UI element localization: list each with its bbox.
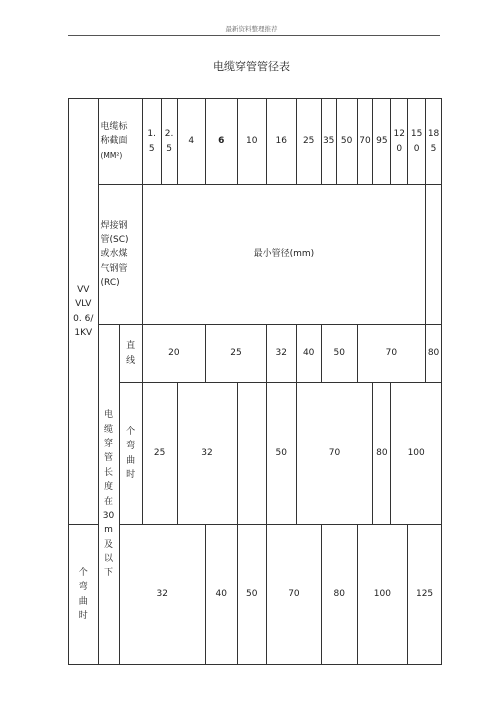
bend2-value: 100	[357, 525, 408, 665]
section-value: 10	[237, 99, 267, 185]
min-diameter-label: 最小管径(mm)	[142, 185, 425, 325]
bend2-value: 40	[205, 525, 237, 665]
section-value: 2. 5	[161, 99, 177, 185]
straight-label-cell: 直 线	[119, 325, 142, 383]
section-value: 95	[373, 99, 391, 185]
section-value: 70	[357, 99, 373, 185]
bend1-value: 100	[391, 383, 442, 525]
bend2-value: 125	[408, 525, 442, 665]
straight-row	[69, 325, 442, 383]
section-value: 50	[336, 99, 357, 185]
bend2-value: 32	[119, 525, 205, 665]
bend2-label-cell: 个 弯 曲 时	[69, 525, 99, 665]
bend-row-2	[69, 525, 442, 665]
length-label-cell: 电 缆 穿 管 长 度 在 30 m 及 以 下	[98, 325, 119, 665]
cable-conduit-table	[68, 98, 442, 665]
header-rule	[68, 35, 440, 36]
section-value: 18 5	[426, 99, 442, 185]
straight-value: 25	[205, 325, 266, 383]
cable-type-cell: VV VLV 0. 6/ 1KV	[69, 99, 99, 525]
bend1-value: 70	[296, 383, 373, 525]
bend1-value: 50	[267, 383, 297, 525]
section-value: 15 0	[408, 99, 426, 185]
bend2-value: 70	[267, 525, 322, 665]
straight-value: 40	[296, 325, 321, 383]
pipe-type-label-cell: 焊接钢 管(SC) 或水煤 气钢管 (RC)	[98, 185, 142, 325]
bend1-value: 32	[177, 383, 237, 525]
page-header: 最新资料整理推荐	[225, 25, 278, 33]
bend1-value: 80	[373, 383, 391, 525]
straight-value: 20	[142, 325, 205, 383]
bend1-value: 25	[142, 383, 177, 525]
bend1-value	[237, 383, 267, 525]
section-value: 6	[205, 99, 237, 185]
section-value: 4	[177, 99, 205, 185]
straight-value: 80	[426, 325, 442, 383]
document-title: 电缆穿管管径表	[213, 60, 290, 73]
section-row	[69, 99, 442, 185]
straight-value: 32	[267, 325, 297, 383]
bend2-value: 50	[237, 525, 267, 665]
bend2-value: 80	[321, 525, 357, 665]
empty-cell	[426, 185, 442, 325]
section-value: 25	[296, 99, 321, 185]
section-value: 16	[267, 99, 297, 185]
bend-row-1	[69, 383, 442, 525]
section-value: 1. 5	[142, 99, 161, 185]
bend1-label-cell: 个 弯 曲 时	[119, 383, 142, 525]
section-value: 35	[321, 99, 336, 185]
section-label-cell: 电缆标 称截面 (MM²)	[98, 99, 142, 185]
straight-value: 70	[357, 325, 425, 383]
section-value: 12 0	[391, 99, 408, 185]
pipe-type-row	[69, 185, 442, 325]
straight-value: 50	[321, 325, 357, 383]
